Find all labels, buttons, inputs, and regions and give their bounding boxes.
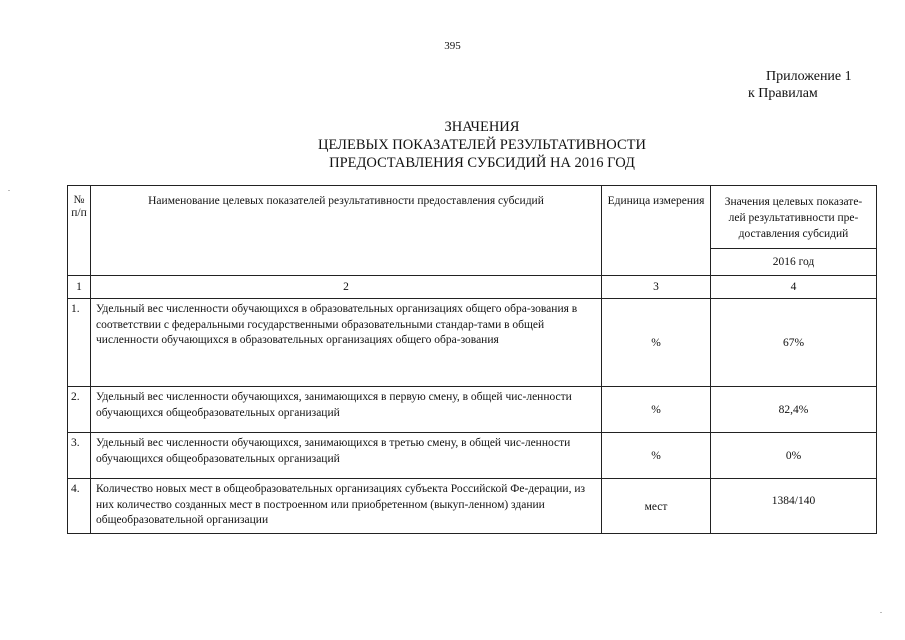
row-number: 3. (68, 433, 91, 479)
table-row (68, 299, 877, 387)
row-number: 1. (68, 299, 91, 387)
header-indicator-name: Наименование целевых показателей результативности предоставления субсидий (91, 186, 602, 276)
indicator-unit: % (602, 387, 711, 433)
indicator-value: 82,4% (711, 387, 877, 433)
header-unit: Единица измерения (602, 186, 711, 276)
header-number: № п/п (68, 186, 91, 276)
appendix-note (748, 68, 852, 102)
column-index: 3 (602, 276, 711, 299)
title-line-2: ЦЕЛЕВЫХ ПОКАЗАТЕЛЕЙ РЕЗУЛЬТАТИВНОСТИ (318, 137, 646, 153)
document-title (296, 118, 668, 172)
table-row (68, 479, 877, 534)
appendix-line-1: Приложение 1 (766, 69, 852, 84)
indicator-name: Удельный вес численности обучающихся, занимающихся в первую смену, в общей чис-ленности обучающихся общеобразовательных организаций (91, 387, 602, 433)
column-index-row (68, 276, 877, 299)
page-number: 395 (444, 40, 461, 52)
indicator-value: 67% (711, 299, 877, 387)
indicator-name: Удельный вес численности обучающихся, занимающихся в третью смену, в общей чис-ленности обучающихся общеобразовательных организаций (91, 433, 602, 479)
scan-artifact (8, 190, 10, 191)
indicator-value: 1384/140 (711, 479, 877, 534)
appendix-line-2: к Правилам (748, 86, 818, 101)
indicators-table (67, 185, 877, 534)
indicator-name: Удельный вес численности обучающихся в образовательных организациях общего обра-зования в соответствии с федеральными государственными образовательными стандар-тами в общей численности обучающихся в образовательных организациях общего обра-зования (91, 299, 602, 387)
indicator-value: 0% (711, 433, 877, 479)
column-index: 1 (68, 276, 91, 299)
header-year: 2016 год (711, 249, 877, 276)
column-index: 4 (711, 276, 877, 299)
indicator-unit: мест (602, 479, 711, 534)
indicator-unit: % (602, 433, 711, 479)
scan-artifact (880, 612, 882, 613)
header-target-values: Значения целевых показате-лей результативности пре-доставления субсидий (711, 186, 877, 249)
row-number: 2. (68, 387, 91, 433)
title-line-3: ПРЕДОСТАВЛЕНИЯ СУБСИДИЙ НА 2016 ГОД (329, 155, 635, 171)
table-header-row (68, 186, 877, 249)
row-number: 4. (68, 479, 91, 534)
indicator-name: Количество новых мест в общеобразовательных организациях субъекта Российской Фе-дерации, из них количество созданных мест в построенном или приобретенном (выкуп-ленном) здании общеобразовательной организации (91, 479, 602, 534)
title-line-1: ЗНАЧЕНИЯ (444, 119, 520, 135)
indicator-unit: % (602, 299, 711, 387)
column-index: 2 (91, 276, 602, 299)
table-row (68, 387, 877, 433)
table-row (68, 433, 877, 479)
